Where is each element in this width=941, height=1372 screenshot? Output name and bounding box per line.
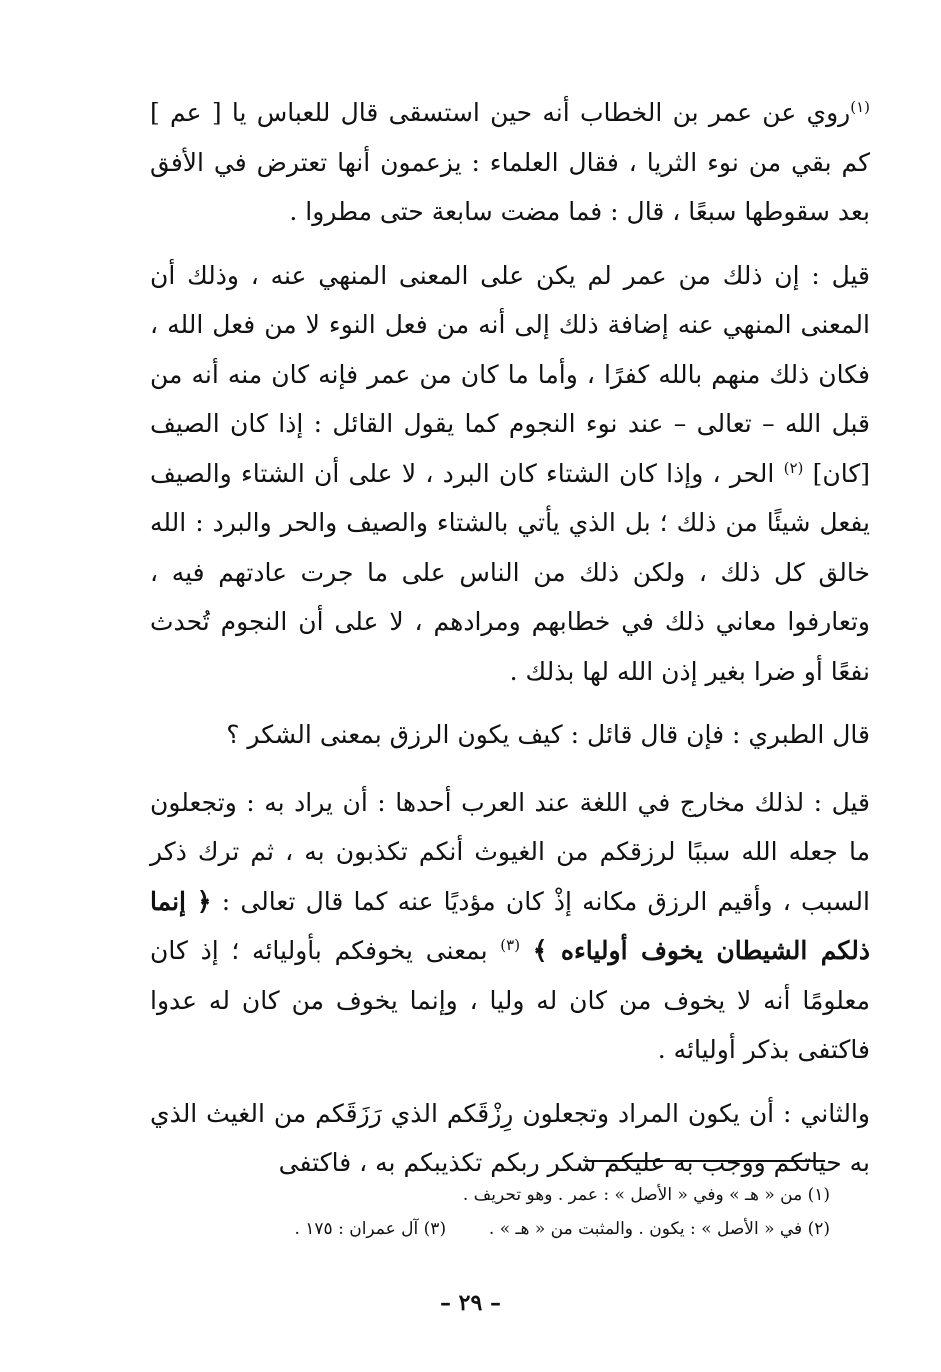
paragraph-3 — [150, 710, 870, 760]
paragraph-1 — [150, 88, 870, 237]
paragraph-3-text: قال الطبري : فإن قال قائل : كيف يكون الرزق بمعنى الشكر ؟ — [226, 720, 870, 749]
footnote-row-2 — [150, 1212, 830, 1246]
main-text — [150, 88, 870, 1202]
paragraph-4-text-a: قيل : لذلك مخارج في اللغة عند العرب أحدها : أن يراد به : وتجعلون ما جعله الله سببًا لرزقكم من الغيوث أنكم تكذبون به ، ثم ترك ذكر السبب ، وأقيم الرزق مكانه إذْ كان مؤديًا عنه كما قال تعالى : — [150, 787, 870, 916]
footnote-divider — [585, 1160, 825, 1162]
footnote-1: (١) من « هـ » وفي « الأصل » : عمر . وهو تحريف . — [462, 1185, 830, 1205]
paragraph-1-text: روي عن عمر بن الخطاب أنه حين استسقى قال للعباس يا [ عم ] كم بقي من نوء الثريا ، فقال العلماء : يزعمون أنها تعترض في الأفق بعد سقوطها سبعًا ، قال : فما مضت سابعة حتى مطروا . — [150, 98, 870, 226]
paragraph-2-text-a: قيل : إن ذلك من عمر لم يكن على المعنى المنهي عنه ، وذلك أن المعنى المنهي عنه إضافة ذلك إلى أنه من فعل النوء لا من فعل الله ، فكان ذلك منهم بالله كفرًا ، وأما ما كان من عمر فإنه كان منه أنه من قبل الله – تعالى – عند نوء النجوم كما يقول القائل : إذا كان الصيف [كان] — [150, 260, 870, 488]
page-number: – ٢٩ – — [440, 1290, 501, 1316]
footnote-marker-1: (١) — [850, 98, 870, 116]
paragraph-2-text-b: الحر ، وإذا كان الشتاء كان البرد ، لا على أن الشتاء والصيف يفعل شيئًا من ذلك ؛ بل الذي يأتي بالشتاء والصيف والحر والبرد : الله خالق كل ذلك ، ولكن ذلك من الناس على ما جرت عادتهم فيه ، وتعارفوا معاني ذلك في خطابهم ومرادهم ، لا على أن النجوم تُحدث نفعًا أو ضرا بغير إذن الله لها بذلك . — [150, 458, 870, 686]
footnote-2: (٢) في « الأصل » : يكون . والمثبت من « هـ » . — [488, 1219, 830, 1239]
paragraph-4 — [150, 778, 870, 1075]
footnote-marker-3: (٣) — [500, 936, 521, 954]
paragraph-2 — [150, 251, 870, 697]
paragraph-5-text: والثاني : أن يكون المراد وتجعلون رِزْقَكم الذي رَزَقَكم من الغيث الذي به حياتكم ووجب به عليكم شكر ربكم تكذيبكم به ، فاكتفى — [150, 1098, 870, 1177]
footnotes — [150, 1178, 830, 1246]
paragraph-4-text-b: بمعنى يخوفكم بأوليائه ؛ إذ كان معلومًا أنه لا يخوف من كان له وليا ، وإنما يخوف من كان له عدوا فاكتفى بذكر أوليائه . — [150, 936, 870, 1064]
paragraph-5 — [150, 1089, 870, 1188]
footnote-3: (٣) آل عمران : ١٧٥ . — [294, 1219, 447, 1239]
footnote-marker-2: (٢) — [783, 458, 804, 477]
quran-verse: ﴿ إنما ذلكم الشيطان يخوف أولياءه ﴾ — [150, 886, 870, 965]
